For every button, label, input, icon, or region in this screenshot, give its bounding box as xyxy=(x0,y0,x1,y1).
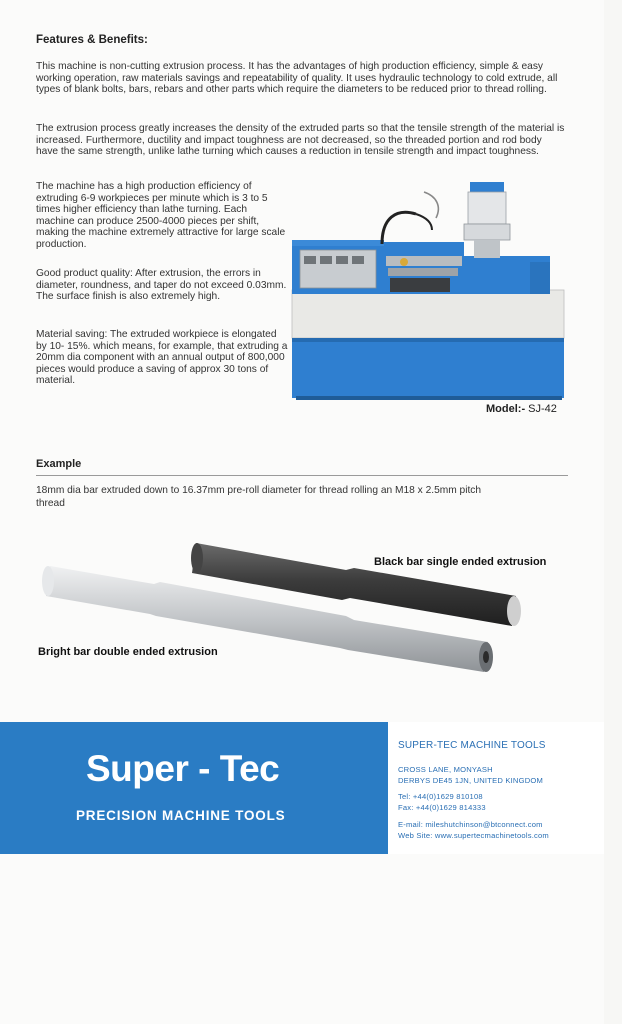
supertec-logo: Super - Tec xyxy=(86,748,280,789)
density-paragraph: The extrusion process greatly increases the density of the extruded parts so that the tensile strength of the material is increased. Furthermore, ductility and impact toughness are not decreased, so the threaded portion and rod body have the same strength, unlike lathe turning which causes a reduction in tensile strength and impact toughness. xyxy=(36,123,565,158)
address-line-2: DERBYS DE45 1JN, UNITED KINGDOM xyxy=(398,776,544,785)
model-caption xyxy=(486,403,557,415)
telephone: Tel: +44(0)1629 810108 xyxy=(398,792,483,801)
example-divider xyxy=(36,475,568,476)
tagline: PRECISION MACHINE TOOLS xyxy=(76,808,286,823)
fax: Fax: +44(0)1629 814333 xyxy=(398,803,486,812)
example-heading: Example xyxy=(36,458,82,470)
model-value: SJ-42 xyxy=(528,403,557,415)
website-link[interactable]: Web Site: www.supertecmachinetools.com xyxy=(398,831,549,840)
model-label: Model:- xyxy=(486,403,526,415)
company-name: SUPER-TEC MACHINE TOOLS xyxy=(398,740,546,751)
intro-paragraph: This machine is non-cutting extrusion process. It has the advantages of high production efficiency, simple & easy working operation, raw materials savings and repeatability of quality. It uses hydraulic technology to cold extrude, all types of blank bolts, bars, rebars and other parts which require the diameters to be reduced prior to thread rolling. xyxy=(36,61,558,96)
address-line-1: CROSS LANE, MONYASH xyxy=(398,765,493,774)
quality-paragraph: Good product quality: After extrusion, the errors in diameter, roundness, and taper do not exceed 0.03mm. The surface finish is also extremely high. xyxy=(36,268,287,303)
efficiency-paragraph: The machine has a high production efficiency of extruding 6-9 workpieces per minute which is 3 to 5 times higher efficiency than lathe turning. Each machine can produce 2500-4000 pieces per shift, making the machine extremely attractive for large scale production. xyxy=(36,181,286,250)
black-bar-label: Black bar single ended extrusion xyxy=(374,556,547,568)
material-saving-paragraph: Material saving: The extruded workpiece is elongated by 10- 15%. which means, for example, that extruding a 20mm dia component with an annual output of 800,000 pieces would produce a saving of approx 30 tons of material. xyxy=(36,329,288,387)
example-description: 18mm dia bar extruded down to 16.37mm pre-roll diameter for thread rolling an M18 x 2.5mm pitch thread xyxy=(36,485,482,509)
features-heading: Features & Benefits: xyxy=(36,34,148,46)
extrusion-machine-image xyxy=(286,178,570,404)
email-link[interactable]: E-mail: mileshutchinson@btconnect.com xyxy=(398,820,543,829)
bright-bar-label: Bright bar double ended extrusion xyxy=(38,646,218,658)
